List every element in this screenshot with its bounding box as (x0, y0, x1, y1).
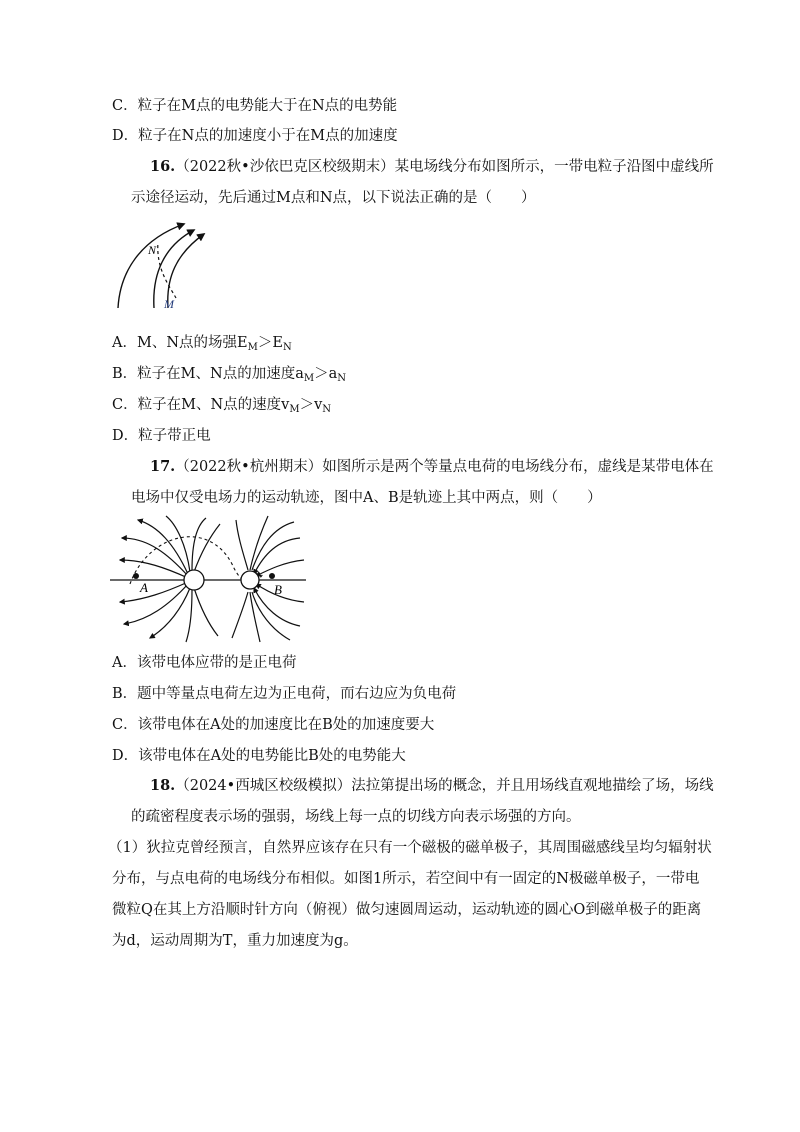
q18-text1: （2024•西城区校级模拟）法拉第提出场的概念，并且用场线直观地描绘了场，场线 (175, 778, 714, 794)
q16-option-b-text: B．粒子在M、N点的加速度a (112, 366, 304, 382)
q16-option-c-sub2: N (322, 404, 332, 415)
q17-option-c: C．该带电体在A处的加速度比在B处的加速度要大 (112, 717, 435, 733)
q16-option-b (112, 364, 346, 389)
q16-option-c (112, 395, 331, 420)
q16-number: 16. (150, 158, 176, 175)
q18-part1-line3: 微粒Q在其上方沿顺时针方向（俯视）做匀速圆周运动，运动轨迹的圆心O到磁单极子的距离 (112, 902, 702, 918)
label-n: N (148, 243, 157, 257)
q18-part1-line1: （1）狄拉克曾经预言，自然界应该存在只有一个磁极的磁单极子，其周围磁感线呈均匀辐射状 (108, 840, 712, 856)
q18-number: 18. (150, 777, 176, 794)
q16-text1: （2022秋•沙依巴克区校级期末）某电场线分布如图所示，一带电粒子沿图中虚线所 (175, 159, 714, 175)
q17-option-a: A．该带电体应带的是正电荷 (112, 655, 297, 671)
left-point-charge (184, 570, 204, 590)
q18-part1-line2: 分布，与点电荷的电场线分布相似。如图1所示，若空间中有一固定的N极磁单极子，一带电 (112, 871, 700, 887)
q17-dipole-field-figure (108, 514, 308, 644)
q16-option-c-sub1: M (289, 404, 300, 415)
field-line-left (118, 224, 184, 308)
q18-stem-line2: 的疏密程度表示场的强弱，场线上每一点的切线方向表示场强的方向。 (131, 809, 581, 825)
q17-stem-line1 (150, 457, 714, 477)
point-b-dot (269, 573, 275, 579)
label-a: A (140, 580, 148, 595)
q17-stem-line2: 电场中仅受电场力的运动轨迹，图中A、B是轨迹上其中两点，则（ ） (131, 490, 602, 506)
left-charge-field-lines (120, 516, 220, 642)
option-c-prev: C．粒子在M点的电势能大于在N点的电势能 (112, 98, 398, 114)
q16-option-b-mid: ＞a (314, 366, 338, 382)
q16-option-a-mid: ＞E (257, 335, 283, 351)
q18-part1-line4: 为d，运动周期为T，重力加速度为g。 (112, 933, 358, 949)
q16-option-d: D．粒子带正电 (112, 428, 211, 444)
q16-option-a-sub1: M (247, 342, 258, 353)
q16-option-a-sub2: N (282, 342, 292, 353)
q16-field-line-figure (112, 212, 212, 314)
q16-option-a (112, 333, 292, 358)
q17-number: 17. (150, 458, 176, 475)
q16-option-a-text: A．M、N点的场强E (112, 335, 248, 351)
q18-stem-line1 (150, 776, 714, 796)
right-point-charge (241, 571, 259, 589)
q17-option-d: D．该带电体在A处的电势能比B处的电势能大 (112, 748, 406, 764)
q16-option-b-sub2: N (337, 373, 346, 384)
point-a-dot (133, 573, 139, 579)
q16-option-c-text: C．粒子在M、N点的速度v (112, 397, 290, 413)
q17-text1: （2022秋•杭州期末）如图所示是两个等量点电荷的电场线分布，虚线是某带电体在 (175, 459, 714, 475)
q16-stem-line1 (150, 157, 714, 177)
q16-stem-line2: 示途径运动，先后通过M点和N点，以下说法正确的是（ ） (131, 190, 536, 206)
label-b: B (274, 582, 282, 597)
q17-option-b: B．题中等量点电荷左边为正电荷，而右边应为负电荷 (112, 686, 457, 702)
label-m: M (164, 297, 174, 311)
q16-option-b-sub1: M (303, 373, 315, 384)
option-d-prev: D．粒子在N点的加速度小于在M点的加速度 (112, 128, 398, 144)
q16-option-c-mid: ＞v (299, 397, 323, 413)
